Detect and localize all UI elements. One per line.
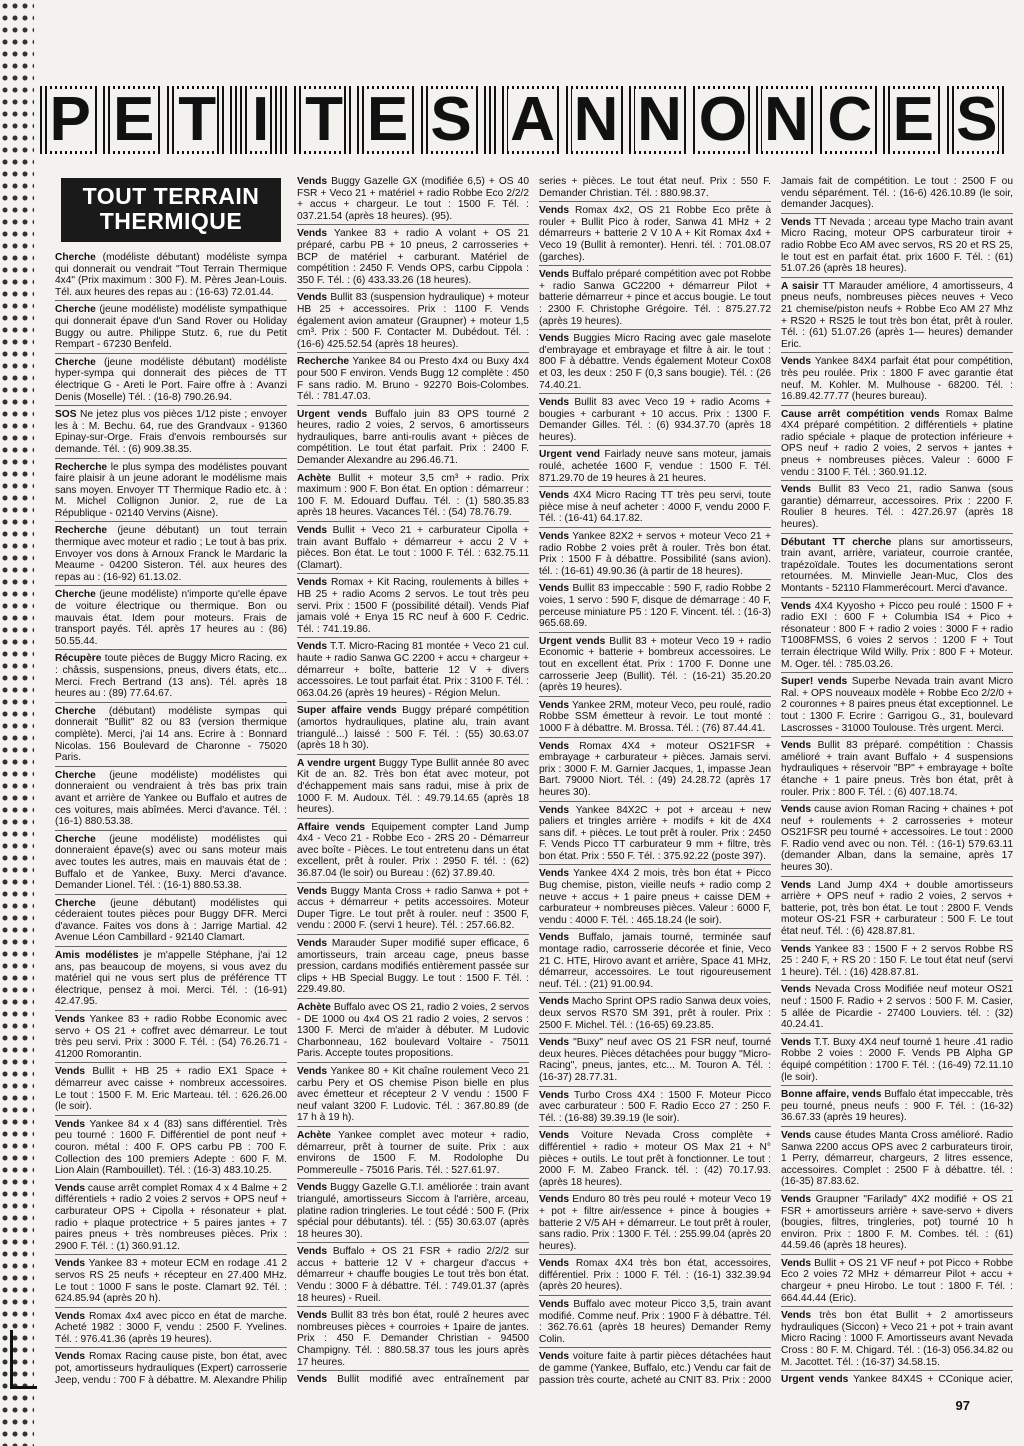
ad-text: Yankee 83 + radio Robbe Economic avec servo + OS 21 + coffret avec démarreur. Le tout très peu servi. Prix : 3000 F. Tél. : (54) 76.26.71 - 41200 Romorantin. (55, 1014, 287, 1060)
classified-ad (55, 462, 287, 523)
petites-annonces-banner (40, 86, 1006, 154)
ad-lead: Vends (55, 1258, 86, 1270)
page-number: 97 (955, 1398, 970, 1413)
ad-text: (modéliste débutant) modéliste sympa qui donnerait ou vendrait "Tout Terrain Thermique 4x4" (Prix maximum : 300 F). M. Pères Jean-Louis. Tél. aux heures des repas au : (16-63) 72.01.44. (55, 252, 287, 298)
ad-text: "Buxy" neuf avec OS 21 FSR neuf, tourné deux heures. Pièces détachées pour buggy "Micro-Racing", pneus, jantes, etc... M. Touron A. Tél. : (16-37) 28.77.31. (539, 1037, 771, 1083)
classified-ad (539, 636, 771, 697)
ad-text: Jamais fait de compétition. Le tout : 2500 F ou vendu séparément. Tél. : (16-6) 426.10.89 (le soir, demander Jacques). (781, 176, 1013, 211)
classified-ad (781, 1258, 1013, 1307)
ad-text: Bullit 83 impeccable : 590 F, radio Robbe 2 voies, 1 servo : 590 F, disque de démarrage : 40 F, perceuse miniature P5 : 120 F. Vincent. tél. : (16-3) 965.68.69. (539, 583, 771, 630)
ad-lead: Vends (539, 1299, 570, 1311)
classified-ad (55, 252, 287, 301)
ad-text: Bullit + moteur 3,5 cm³ + radio. Prix maximum : 900 F. Bon état. En option : démarreur : 100 F. M. Edouard Duffau. Tél. : (1) 580.35.83 après 18 heures. Vacances Tél. : (54) 78.76.79. (297, 472, 529, 519)
ad-lead: Vends (297, 228, 328, 240)
ad-text: Yankee 84 ou Presto 4x4 ou Buxy 4x4 pour 500 F environ. Vends Bugg 12 complète : 450 F sans radio. M. Bruno - 92270 Bois-Colombes. Tél. : 781.47.03. (297, 356, 529, 403)
ad-lead: Vends (781, 943, 812, 955)
classified-ad (539, 1258, 771, 1296)
classified-ad (781, 740, 1013, 801)
banner-letter (502, 86, 561, 154)
banner-letter (357, 86, 416, 154)
ad-lead: Vends (539, 932, 570, 944)
ad-lead: Cherche (55, 252, 96, 263)
ad-text: Yankee 4X4 2 mois, très bon état + Picco Bug chemise, piston, vieille neufs + radio comp 2 neuve + accus + 1 paire pneus + caisse DEM + carburateur + nombreuses pièces. Valeur : 6000 F, vendu : 4000 F. Tél. : 465.18.24 (le soir). (539, 868, 771, 926)
ad-lead: Vends (539, 1037, 570, 1049)
classified-ad (55, 525, 287, 586)
banner-letter-glyph: N (764, 85, 808, 154)
classified-ad (539, 205, 771, 266)
classified-ad (297, 886, 529, 935)
ad-text: Graupner "Farilady" 4X2 modifié + OS 21 FSR + amortisseurs arrière + save-servo + divers (bougies, filtres, tringleries, pot) tourné 10 h environ. Prix : 1800 F. M. Combes. tél. : (61) 44.59.46 (après 18 heures). (781, 1193, 1013, 1252)
ad-text: Land Jump 4X4 + double amortisseurs arrière + OPS neuf + radio 2 voies, 2 servos + batterie, pot, très bon état. Le tout : 2800 F. Vends moteur OS-21 FSR + carburateur : 500 F. Le tout état neuf. Tél. : (6) 428.87.81. (781, 879, 1013, 938)
ad-lead: Achète (297, 1129, 331, 1141)
ad-lead: Vends (539, 1351, 570, 1363)
classified-ad (297, 292, 529, 353)
banner-letter-glyph: E (892, 85, 933, 154)
ad-text: (jeune modéliste) modélistes qui donneraient épave(s) avec ou sans moteur mais avec toutes les autres, mais en mauvais état de : Buffalo et de Yankee, Buxy. Merci d'avance. Demander Lionel. Tél. : (16-1) 880.53.38. (55, 833, 287, 892)
ad-text: Buffalo état impeccable, très peu tourné, pneus neufs : 900 F. Tél. : (16-32) 36.67.33 (après 19 heures). (781, 1089, 1013, 1124)
classified-ad (297, 525, 529, 574)
classified-ad (297, 577, 529, 638)
ad-lead: Urgent vends (297, 408, 368, 420)
banner-letter (167, 86, 226, 154)
ad-text: Buggy préparé compétition (amortos hydrauliques, platine alu, train avant triangulé...) laissé : 500 F. Tél. : (55) 30.63.07 (après 18 h 30). (297, 705, 529, 752)
ad-text: T.T. Micro-Racing 81 montée + Veco 21 cul. haute + radio Sanwa GC 2200 + accu + chargeur + démarreur + boîte, batterie 12 V + divers accessoires. Le tout parfait état. Prix : 3100 F. Tél. : 063.04.26 (après 19 heures) - Région Melun. (297, 641, 529, 699)
classified-ad (781, 217, 1013, 278)
banner-letter (756, 86, 815, 154)
ad-lead: Urgent vend (539, 449, 601, 461)
ad-lead: Vends (55, 1066, 86, 1078)
classified-ad (55, 304, 287, 353)
section-title: TOUT TERRAIN THERMIQUE (61, 178, 281, 242)
ad-lead: Vends (297, 1310, 328, 1322)
ad-lead: Cherche (55, 705, 96, 717)
ad-text: Buffalo avec OS 21, radio 2 voies, 2 servos - DE 1000 ou 4x4 OS 21 radio 2 voies, 2 servos : 1300 F. Merci de m'aider à débuter. M Ludovic Charbonneau, 162 boulevard Voltaire - 75011 Paris. Accepte toutes propositions. (297, 1002, 529, 1060)
banner-letter (103, 86, 162, 154)
classified-ad (55, 1014, 287, 1063)
ad-text: (débutant) modéliste sympas qui donnerait "Bullit" 82 ou 83 (version thermique complète). Merci, j'ai 14 ans. Ecrire à : Bonnard Nicolas. 156 Boulevard de Charonne - 75020 Paris. (55, 705, 287, 764)
classified-ad (55, 653, 287, 702)
classified-ad (297, 1182, 529, 1243)
classified-ad (297, 758, 529, 819)
ad-text: (jeune modéliste) modélistes qui donneraient ou vendraient à très bas prix train avant et arrière de Yankee ou Buffalo et autres de ces voitures, mais abîmées. Merci d'avance. Tél. : (16-1) 880.53.38. (55, 769, 287, 828)
classified-ad (539, 1090, 771, 1128)
banner-letter (566, 86, 625, 154)
banner-letter-glyph: I (252, 85, 269, 154)
banner-letter (421, 86, 480, 154)
ad-text: Bullit 83 très bon état, roulé 2 heures avec nombreuses pièces + courroies + 1paire de jantes. Prix : 450 F. Demander Christian - 94500 Champigny. Tél. : 880.58.37 tous les jours après 17 heures. (297, 1310, 529, 1368)
ad-lead: Vends (539, 804, 570, 816)
ad-lead: Cherche (55, 897, 96, 909)
ad-text: Buffalo avec moteur Picco 3,5, train avant modifié. Comme neuf. Prix : 1900 F à débattre. Tél. : 362.76.61 (après 18 heures) Demander Remy Colin. (539, 1299, 771, 1345)
classified-ad (55, 1258, 287, 1307)
banner-letter-glyph: P (49, 85, 90, 154)
ad-text: Bullit 83 préparé. compétition : Chassis amélioré + train avant Buffalo + 4 suspensions hydrauliques + réservoir "BP" + embrayage + boîte étanche + 1 paire pneus. Très bon état, prêt à rouler. Prix : 800 F. Tél. : (6) 407.18.74. (781, 740, 1013, 798)
ad-text: (jeune débutant) modélistes qui céderaient toutes pièces pour Buggy DFR. Merci d'avance. Faites vos dons à : Jarrige Martial. 42 Avenue Léon Cambillard - 92140 Clamart. (55, 897, 287, 944)
column-2 (297, 176, 529, 1386)
ad-text: Ne jetez plus vos pièces 1/12 piste ; envoyer les à : M. Bechu. 64, rue des Grandvaux - 91360 Epinay-sur-Orge. Frais d'envois remboursés sur demande. Tél. : (6) 909.38.35. (55, 409, 287, 455)
banner-letter-glyph: E (113, 85, 154, 154)
ad-lead: Vends (781, 1036, 812, 1048)
ad-lead: Vends (297, 1246, 328, 1258)
ad-lead: Vends (539, 1089, 570, 1101)
classified-ad (297, 705, 529, 754)
classified-ad (781, 537, 1013, 598)
ad-lead: Vends (781, 804, 812, 816)
ad-text: Bullit 83 (suspension hydraulique) + moteur HB 25 + accessoires. Prix : 1100 F. Vends également avion amateur (Graupner) + moteur 1,5 cm³. Prix : 500 F. Contacter M. Dubédout. Tél. : (16-6) 425.52.54 (après 18 heures). (297, 292, 529, 350)
ad-text: Yankee 83 + moteur ECM en rodage .41 2 servos RS 25 neufs + récepteur en 27.400 MHz. Le tout : 1000 F sans le poste. Clamart 92. Tél. : 624.85.94 (après 20 h). (55, 1258, 287, 1305)
ad-text: Yankee 80 + Kit chaîne roulement Veco 21 carbu Pery et OS chemise Pison bielle en plus avec émetteur et récepteur 2 V vendu : 1500 F neuf valant 3200 F. Ludovic. Tél. : 367.80.89 (de 17 h à 19 h). (297, 1065, 529, 1124)
banner-letter (820, 86, 879, 154)
classified-ad (55, 1119, 287, 1180)
classified-ad (539, 932, 771, 993)
ad-lead: Vends (539, 996, 570, 1008)
ad-lead: Vends (781, 600, 812, 612)
classified-ad (781, 281, 1013, 354)
ad-lead: Vends (781, 356, 812, 368)
ad-text: (jeune modéliste) modéliste sympathique qui donnerait épave d'un Sand Rover ou Holiday Buggy ou autre. Philippe Stutz. 6, rue du Petit Rempart - 67230 Benfeld. (55, 304, 287, 351)
ad-lead: Vends (55, 1310, 86, 1322)
banner-letter-glyph: N (637, 85, 681, 154)
banner-letter-glyph: O (698, 85, 747, 154)
ad-lead: Cherche (55, 769, 96, 781)
ad-lead: Urgent vends (781, 1374, 849, 1386)
ad-text: Bullit 83 Veco 21, radio Sanwa (sous garantie) démarreur, accessoires. Prix : 2200 F. Roulier 8 heures. Tél. : 427.26.97 (après 18 heures). (781, 484, 1013, 531)
ad-text: je m'appelle Stéphane, j'ai 12 ans, pas beaucoup de moyens, si vous avez du matériel qui ne vous sert plus de préférence TT électrique, pensez à moi. Merci. Tél. : (16-91) 42.47.95. (55, 950, 287, 1008)
ad-text: Buffalo + OS 21 FSR + radio 2/2/2 sur accus + batterie 12 V + chargeur d'accus + démarreur + chauffe bougies Le tout très bon état. Vendu : 3000 F à débattre. Tél. : 749.01.37 (après 18 heures) - Rueil. (297, 1246, 529, 1304)
ad-lead: Vends (539, 397, 570, 409)
classified-ad (781, 1089, 1013, 1127)
ad-text: series + pièces. Le tout état neuf. Prix : 550 F. Demander Christian. Tél. : 880.98.37. (539, 176, 771, 199)
ad-lead: Vends (297, 1065, 328, 1077)
classified-ad (55, 1311, 287, 1349)
classified-ad (55, 357, 287, 406)
ad-text: cause avion Roman Racing + chaines + pot neuf + roulements + 2 carrosseries + moteur OS21FSR peu tourné + accessoires. Le tout : 2000 F. Radio vend avec ou non. Tél. : (16-1) 579.63.11 (demander Alban, dans la semaine, après 17 heures 30). (781, 804, 1013, 874)
banner-letter-glyph: C (827, 85, 872, 154)
classified-ad (55, 834, 287, 895)
ad-text: Buggies Micro Racing avec gale maselote d'embrayage et embrayage et filtre à air. le tout : 800 F à débattre. Vends également Moteur Cox08 et 03, les deux : 250 F (0,3 sans bougie). Tél. : (26 74.40.21. (539, 333, 771, 391)
classified-ad (539, 868, 771, 929)
ad-lead: Cherche (55, 304, 96, 316)
ad-lead: Vends (297, 641, 328, 653)
ad-lead: Urgent vends (539, 635, 606, 647)
ad-text: le plus sympa des modélistes pouvant faire plaisir à un jeune adorant le modélisme mais sans moyen. Envoyer TT Thermique Radio etc. à : M. Michel Collignon Junior. 2, rue de La République - 02140 Vervins (Aisne). (55, 461, 287, 519)
ad-lead: Cause arrêt compétition vends (781, 408, 940, 420)
ad-text: Buggy Type Bullit année 80 avec Kit de an. 82. Très bon état avec moteur, pot d'échappement mais sans radui, mise à prix de 1000 F. M. Audoux. Tél. : 49.79.14.65 (après 18 heures). (297, 757, 529, 816)
ad-text: (jeune modéliste débutant) modéliste hyper-sympa qui donnerait des pièces de TT électrique G - Areti le Port. Faire offre à : Avanzi Denis (Moselle) Tél. : (16-8) 790.26.94. (55, 356, 287, 403)
classified-ad (539, 996, 771, 1034)
classified-ad (781, 176, 1013, 214)
ad-text: Romax Racing cause piste, bon état, avec pot, amortisseurs hydrauliques (Expert) carrosserie Jeep, vendu : 700 F à débattre. M. Alexandre Philip (55, 1351, 287, 1386)
ad-lead: Vends (539, 868, 570, 880)
banner-letter (629, 86, 688, 154)
ad-text: Turbo Cross 4X4 : 1500 F. Moteur Picco avec carburateur : 500 F. Radio Ecco 27 : 250 F. Tél. : (16-88) 39.39.19 (le soir). (539, 1089, 771, 1124)
ad-text: très bon état Bullit + 2 amortisseurs hydrauliques (Siccon) + Veco 21 + pot + train avant Micro Racing : 1000 F. Amortisseurs avant Nevada Cross : 80 F. M. Chigard. Tél. : (16-3) 056.34.82 ou M. Jacottet. Tél. : (16-37) 34.58.15. (781, 1310, 1013, 1368)
ad-lead: Vends (781, 1129, 812, 1141)
classified-ad (781, 1374, 1013, 1386)
ad-lead: Achète (297, 472, 331, 484)
classified-ad (781, 1037, 1013, 1086)
ad-text: (jeune modéliste) n'importe qu'elle épave de voiture électrique ou thermique. Bon ou mauvais état. Idem pour moteurs. Frais de transport payés. Tél. après 17 heures au : (86) 50.55.44. (55, 589, 287, 647)
ad-lead: Cherche (55, 589, 96, 601)
ad-lead: Bonne affaire, vends (781, 1089, 882, 1101)
ad-lead: Amis modélistes (55, 950, 139, 962)
classified-ad (297, 822, 529, 883)
ad-lead: Vends (297, 885, 328, 897)
ad-lead: Vends (539, 1194, 570, 1206)
ad-lead: Vends (781, 1193, 812, 1205)
ad-text: Romax Balme 4X4 préparé compétition. 2 différentiels + platine radio spéciale + plaque de protection inférieure + OPS neuf + radio 2 voies, 2 servos + jantes + pneus + nombreuses pièces. Valeur : 6000 F vendu : 3100 F. Tél. : 360.91.12. (781, 408, 1013, 478)
column-3 (539, 176, 771, 1386)
banner-letter-glyph: S (430, 85, 471, 154)
classified-ad (539, 490, 771, 528)
ad-text: plans sur amortisseurs, train avant, arrière, variateur, courroie crantée, trapézoïdale. Toutes les documentations seront retournées. M. Minvielle Jean-Muc, Clos des Montants - 52110 Flammerécourt. Merci d'avance. (781, 536, 1013, 594)
banner-letter (693, 86, 752, 154)
banner-letter (947, 86, 1006, 154)
ad-text: Bullit + OS 21 VF neuf + pot Picco + Robbe Eco 2 voies 72 MHz + démarreur Pilot + accu + chargeur + pneu Hirobo. Le tout : 1800 F. Tél. : 664.44.44 (Eric). (781, 1257, 1013, 1304)
ad-text: Fairlady neuve sans moteur, jamais roulé, achetée 1600 F, vendue : 1500 F. Tél. 871.29.70 de 19 heures à 21 heures. (539, 449, 771, 484)
classified-ad (539, 176, 771, 202)
classified-ad (781, 804, 1013, 877)
classified-ad (539, 531, 771, 580)
ad-lead: Vends (781, 484, 812, 496)
classified-ad (297, 1066, 529, 1127)
corner-bracket (10, 1330, 37, 1389)
classified-ad (539, 1037, 771, 1086)
ad-text: T.T. Buxy 4X4 neuf tourné 1 heure .41 radio Robbe 2 voies : 2000 F. Vends PB Alpha GP équipé compétition : 1700 F. Tél. : (16-49) 72.11.10 (le soir). (781, 1036, 1013, 1083)
classified-ad (297, 409, 529, 470)
ad-lead: A saisir (781, 280, 819, 292)
classified-ad (781, 356, 1013, 405)
ad-lead: Vends (55, 1014, 86, 1026)
banner-word-gap (484, 86, 498, 154)
ad-text: Buffalo juin 83 OPS tourné 2 heures, radio 2 voies, 2 servos, 6 amortisseurs hydrauliques, barre anti-roulis avant + pièces de compétition. Le tout état parfait. Prix : 2400 F. Demander Alexandre au 296.46.71. (297, 408, 529, 467)
ad-lead: Vends (297, 1374, 328, 1386)
ad-lead: Recherche (297, 356, 350, 368)
ad-lead: Vends (55, 1182, 86, 1194)
ad-text: cause études Manta Cross amélioré. Radio Sanwa 2200 accus OPS avec 2 carburateurs tiroir, 1 Perry, démarreur, chargeurs, 2 litres essence, accessoires. Complet : 2500 F à débattre. tél. : (16-35) 87.83.62. (781, 1129, 1013, 1188)
ad-text: toute pièces de Buggy Micro Racing. ex : châssis, suspensions, pneus, divers états, etc... Merci. Frech Bertrand (13 ans). Tél. après 18 heures au : (89) 77.64.67. (55, 653, 287, 700)
ad-lead: Vends (781, 879, 812, 891)
ad-lead: Cherche (55, 833, 96, 845)
ad-text: 4X4 Kyyosho + Picco peu roulé : 1500 F + radio EXI : 600 F + Columbia IS4 + Pico + résonateur : 800 F + radio 2 voies : 3000 F + radio T1008FMSS, 6 voies 2 servos : 1200 F + Tout terrain électrique Wild Willy. Prix : 800 F + Moteur. M. Oger. tél. : 785.03.26. (781, 600, 1013, 670)
ad-lead: Vends (55, 1351, 86, 1363)
classified-ad (539, 805, 771, 866)
classified-ad (55, 1066, 287, 1115)
ad-text: Romax 4x2, OS 21 Robbe Eco prête à rouler + Bullit Pico à roder, Sanwa 41 MHz + 2 démarreurs + batterie 2 V 10 A + Kit Romax 4x4 + Veco 19 (Bullit à remonter). Henri. tél. : 701.08.07 (garches). (539, 205, 771, 263)
classified-ad (539, 1351, 771, 1386)
classified-ad (297, 641, 529, 702)
classified-ad (781, 676, 1013, 737)
ad-lead: Débutant TT cherche (781, 536, 892, 548)
classified-ad (55, 589, 287, 650)
ad-lead: Vends (539, 1130, 570, 1142)
ad-text: Yankee 84 x 4 (83) sans différentiel. Très peu tourné : 1600 F. Différentiel de pont neuf + couron. métal : 400 F. OPS carbu PB : 700 F. Collection des 100 premiers Adepte : 600 F. M. Lion Alain (Rambouillet). Tél. : (16-3) 483.10.25. (55, 1118, 287, 1177)
classified-ad (539, 741, 771, 802)
ad-lead: Vends (297, 577, 328, 589)
banner-letter (883, 86, 942, 154)
ad-lead: Vends (781, 216, 812, 228)
ad-text: Bullit modifié avec entraînement par (337, 1374, 529, 1386)
classified-ad (781, 484, 1013, 533)
ad-text: Bullit 83 + moteur Veco 19 + radio Economic + batterie + bombreux accessoires. Le tout en excellent état. Prix : 1700 F. Donne une carrosserie Jeep (Bullit). Tél. : (16-21) 35.20.20 (après 19 heures). (539, 635, 771, 694)
classified-ad (297, 228, 529, 289)
ad-lead: Super! vends (781, 676, 848, 688)
ad-lead: Super affaire vends (297, 705, 397, 717)
classified-ad (297, 473, 529, 522)
ad-lead: Vends (55, 1118, 86, 1130)
classified-ad (297, 356, 529, 405)
banner-letter-glyph: T (305, 85, 343, 154)
classified-ad (539, 449, 771, 487)
classified-ad (55, 898, 287, 947)
ad-lead: Vends (781, 740, 812, 752)
banner-letter-glyph: N (573, 85, 618, 154)
ad-text: 4X4 Micro Racing TT très peu servi, toute pièce mise à neuf acheter : 4000 F, vendu 2000 F. Tél. : (16-41) 64.17.82. (539, 490, 771, 525)
ad-text: voiture faite à partir pièces détachées haut de gamme (Yankee, Buffalo, etc.) Vendu car fait de passion très courte, acheté au CNIT 83. Prix : 2000 (539, 1351, 771, 1386)
ad-text: Equipement compter Land Jump 4x4 - Veco 21 - Robbe Eco - 2RS 20 - Démarreur avec boîte - Pièces. Le tout entretenu dans un état excellent, prêt à rouler. Prix : 2950 F. tél. : (62) 36.87.04 (le soir) ou Bureau : (62) 37.89.40. (297, 821, 529, 880)
classified-ad (297, 176, 529, 225)
ad-text: Yankee 84X4 parfait état pour compétition, très peu roulée. Prix : 1800 F avec garantie état neuf. M. Kohler. M. Mulhouse - 68200. Tél. : 16.89.42.77.77 (heures bureau). (781, 356, 1013, 403)
column-4 (781, 176, 1013, 1386)
classified-ad (55, 1351, 287, 1386)
classified-ad (297, 938, 529, 999)
classified-ad (539, 583, 771, 632)
ad-text: Superbe Nevada train avant Micro Ral. + OPS nouveaux modèle + Robbe Eco 2/2/0 + 2 couronnes + 8 paires pneus état exceptionnel. Le tout : 1300 F. Ecrire : Garrigou G., 31, boulevard Lascrosses - 31000 Toulouse. Très urgent. Merci. (781, 676, 1013, 734)
ad-lead: Vends (539, 531, 570, 543)
banner-letter-glyph: E (366, 85, 408, 154)
ad-text: Enduro 80 très peu roulé + moteur Veco 19 + pot + filtre air/essence + pince à bougies + batterie 2 V/5 AH + démarreur. Le tout prêt à rouler, sans radio. Prix : 1300 F. Tél. : 255.99.04 (après 20 heures). (539, 1194, 771, 1252)
classified-ad (781, 984, 1013, 1033)
classified-ad (539, 1299, 771, 1348)
classified-ad (781, 1310, 1013, 1371)
ad-lead: Vends (539, 205, 570, 217)
classified-ad (55, 409, 287, 458)
ad-lead: Recherche (55, 461, 108, 473)
ad-text: cause arrêt complet Romax 4 x 4 Balme + 2 différentiels + radio 2 voies 2 servos + OPS neuf + carburateur OPS + Cipolla + résonateur + plat. radio + plaque protectrice + 5 paires jantes + 7 paires pneus + très nombreuses pièces. Prix : 2900 F. Tél. : (1) 360.91.12. (55, 1182, 287, 1252)
ad-text: Yankee 84X2C + pot + arceau + new paliers et tringles arrière + modifs + kit de 4X4 sans dif. + pièces. Le tout prêt à rouler. Prix : 2450 F. Vends Picco TT carburateur 9 mm + filtre, très bon état. Prix : 550 F. Tél. : 375.92.22 (poste 397). (539, 804, 771, 862)
classified-ad (781, 880, 1013, 941)
ad-text: Yankee 83 : 1500 F + 2 servos Robbe RS 25 : 240 F, + RS 20 : 150 F. Le tout état neuf (servi 1 heure). Tél. : (16) 428.87.81. (781, 943, 1013, 978)
banner-letter (230, 86, 289, 154)
ad-text: Bullit + Veco 21 + carburateur Cipolla + train avant Buffalo + démarreur + accu 2 V + pièces. Bon état. Le tout : 1000 F. Tél. : 632.75.11 (Clamart). (297, 525, 529, 571)
ad-text: TT Marauder améliore, 4 amortisseurs, 4 pneus neufs, nombreuses pièces neuves + Veco 21 chemise/piston neufs + Robbe Eco AM 27 Mhz + RS20 + RS25 le tout très bon état, prêt à rouler. Tél. : (61) 51.07.26 (après 1— heures) demander Eric. (781, 280, 1013, 350)
ad-lead: Vends (297, 525, 328, 537)
ad-lead: Vends (539, 583, 570, 595)
classified-ad (55, 770, 287, 831)
banner-letter (294, 86, 353, 154)
classified-ad (55, 1183, 287, 1256)
ad-text: Romax 4X4 + moteur OS21FSR + embrayage + carburateur + pièces. Jamais servi. prix : 3000 F. M. Garnier Jacques, 1, impasse Jean Bart. 79000 Niort. Tél. : (49) 24.28.72 (après 17 heures 30). (539, 740, 771, 798)
ad-lead: Vends (781, 1257, 812, 1269)
classified-ad (539, 333, 771, 394)
classified-ad (297, 1130, 529, 1179)
ad-lead: Récupère (55, 653, 102, 665)
ad-text: Macho Sprint OPS radio Sanwa deux voies, deux servos RS70 SM 391, prêt à rouler. Prix : 2500 F. Michel. Tél. : (16-65) 69.23.85. (539, 996, 771, 1031)
ad-lead: Vends (297, 938, 328, 950)
ad-text: Yankee 84X4S + CConique acier, (853, 1374, 1013, 1386)
classified-ad (539, 397, 771, 446)
banner-letter-glyph: S (956, 85, 997, 154)
classified-ad (297, 1310, 529, 1371)
ad-lead: Vends (539, 490, 570, 502)
ad-text: (jeune débutant) un tout terrain thermique avec moteur et radio ; Le tout à bas prix. Envoyer vos dons à Arnoux Franck le Mardaric la Meaume - 04200 Sisteron. Tél. aux heures des repas au : (16-92) 61.13.02. (55, 525, 287, 583)
dotted-border (0, 0, 34, 1446)
ad-text: Buffalo préparé compétition avec pot Robbe + radio Sanwa GC2200 + démarreur Pilot + batterie démarreur + pince et accus bougie. Le tout : 2300 F. Christophe Grégoire. Tél. : 875.27.72 (après 19 heures). (539, 269, 771, 327)
ad-text: Yankee 82X2 + servos + moteur Veco 21 + radio Robbe 2 voies prêt à rouler. Très bon état. Prix : 1500 F à débattre. Possibilité (sans avion). tél. : (16-61) 49.90.36 (à partir de 18 heures). (539, 531, 771, 577)
ad-text: Romax 4x4 avec picco en état de marche. Acheté 1982 : 3000 F, vendu : 2500 F. Yvelines. Tél. : 976.41.36 (après 19 heures). (55, 1310, 287, 1345)
ad-lead: Vends (297, 292, 328, 304)
ad-lead: SOS (55, 409, 77, 421)
banner-letter-glyph: A (510, 85, 554, 154)
ad-lead: Vends (297, 1182, 328, 1194)
ad-lead: A vendre urgent (297, 757, 376, 769)
ad-lead: Cherche (55, 356, 96, 368)
classified-ad (539, 1194, 771, 1255)
classified-ad (781, 1194, 1013, 1255)
banner-letter-glyph: T (178, 85, 216, 154)
ad-lead: Vends (539, 269, 570, 281)
ad-lead: Vends (539, 1258, 570, 1270)
ad-text: Buggy Gazelle G.T.I. améliorée : train avant triangulé, amortisseurs Siccom à l'arrière, arceau, platine radion tringleries. Le tout cédé : 500 F. (Prix spécial pour débutants). tél. : (55) 30.63.07 (après 18 heures 30). (297, 1182, 529, 1240)
ad-text: Buffalo, jamais tourné, terminée sauf montage radio, carrosserie décorée et finie, Veco 21 C. HTE, Hirovo avant et arrière, Space 41 MHz, démarreur, accessoires. Le tout rigoureusement neuf. Tél. : (21) 91.00.94. (539, 932, 771, 990)
classified-ad (297, 1002, 529, 1063)
ad-lead: Vends (539, 740, 570, 752)
classified-ad (781, 1130, 1013, 1191)
ad-lead: Vends (539, 333, 570, 345)
ad-text: Yankee 2RM, moteur Veco, peu roulé, radio Robbe SSM émetteur à revoir. Le tout monté : 1000 F à débattre. M. Brossa. Tél. : (76) 87.44.41. (539, 699, 771, 734)
ad-text: Yankee complet avec moteur + radio, démarreur, prêt à tourner de suite. Prix : aux environs de 1500 F. M. Rodolophe Du Pommereulle - 75016 Paris. Tél. : 527.61.97. (297, 1129, 529, 1176)
ad-text: Yankee 83 + radio A volant + OS 21 préparé, carbu PB + 10 pneus, 2 carrosseries + BCP de matériel + carburant. Matériel de compétition : 2450 F. Vends OPS, carbu Cippola : 350 F. Tél. : (6) 433.33.26 (18 heures). (297, 228, 529, 286)
ad-lead: Vends (781, 984, 812, 996)
ad-lead: Vends (297, 176, 328, 187)
ad-lead: Recherche (55, 525, 108, 537)
ad-text: Buggy Manta Cross + radio Sanwa + pot + accus + démarreur + petits accessoires. Moteur Duper Tigre. Le tout prêt à rouler. neuf : 3500 F, vendu : 2000 F. (servi 1 heure). Tél. : 257.66.82. (297, 885, 529, 932)
ad-text: TT Nevada ; arceau type Macho train avant Micro Racing, moteur OPS carburateur tiroir + radio Robbe Eco AM avec servos, RS 20 et RS 25, le tout est en parfait état. prix 1600 F. Tél. : (61) 51.07.26 (après 18 heures). (781, 216, 1013, 275)
classified-ad (781, 601, 1013, 674)
ad-lead: Vends (781, 1310, 812, 1322)
ads-columns (55, 176, 1013, 1386)
ad-text: Nevada Cross Modifiée neuf moteur OS21 neuf : 1500 F. Radio + 2 servos : 500 F. M. Casier, 5 allée de Picardie - 27400 Louviers. tél. : (32) 40.24.41. (781, 984, 1013, 1031)
ad-text: Romax + Kit Racing, roulements à billes + HB 25 + radio Acoms 2 servos. Le tout très peu servi. Prix : 1500 F (possibilité détail). Vends Piaf jamais volé + Enya 15 RC neuf à 600 F. Cedric. Tél. : 741.19.86. (297, 577, 529, 635)
ad-text: Romax 4X4 très bon état, accessoires, différentiel. Prix : 1000 F. Tél. : (16-1) 332.39.94 (après 20 heures). (539, 1258, 771, 1293)
classified-ad (55, 706, 287, 767)
classified-ad (539, 1130, 771, 1191)
classified-ad (539, 269, 771, 330)
classified-ad (55, 950, 287, 1011)
ad-text: Bullit + HB 25 + radio EX1 Space + démarreur avec caisse + nombreux accessoires. Le tout : 1500 F. M. Eric Marteau. tél. : 626.26.00 (le soir). (55, 1066, 287, 1113)
column-1 (55, 176, 287, 1386)
ad-lead: Affaire vends (297, 821, 366, 833)
ad-text: Bullit 83 avec Veco 19 + radio Acoms + bougies + carburant + 10 accus. Prix : 1300 F. Demander Gilles. Tél. : (6) 934.37.70 (après 18 heures). (539, 397, 771, 443)
ad-text: Buggy Gazelle GX (modifiée 6,5) + OS 40 FSR + Veco 21 + matériel + radio Robbe Eco 2/2/2 + accus + chargeur. Le tout : 1500 F. Tél. : 037.21.54 (après 18 heures). (95). (297, 176, 529, 222)
banner-letter (40, 86, 99, 154)
classified-ad (539, 700, 771, 738)
classified-ad (781, 409, 1013, 482)
ad-lead: Vends (539, 699, 570, 711)
classified-ad (781, 944, 1013, 982)
classified-ad (297, 1374, 529, 1386)
classified-ad (297, 1246, 529, 1307)
ad-text: Marauder Super modifié super efficace, 6 amortisseurs, train arceau cage, pneus basse pression, cardans modifiés entièrement passée sur clips + HB Special Buggy. Le tout : 1500 F. Tél. : 229.49.80. (297, 938, 529, 996)
ad-text: Voiture Nevada Cross complète + différentiel + radio + moteur OS Max 21 + N° pièces + outils. Le tout prêt à fonctionner. Le tout : 2000 F. M. Zabeo Franck. tél. : (42) 70.17.93. (après 18 heures). (539, 1130, 771, 1188)
ad-lead: Achète (297, 1002, 331, 1013)
